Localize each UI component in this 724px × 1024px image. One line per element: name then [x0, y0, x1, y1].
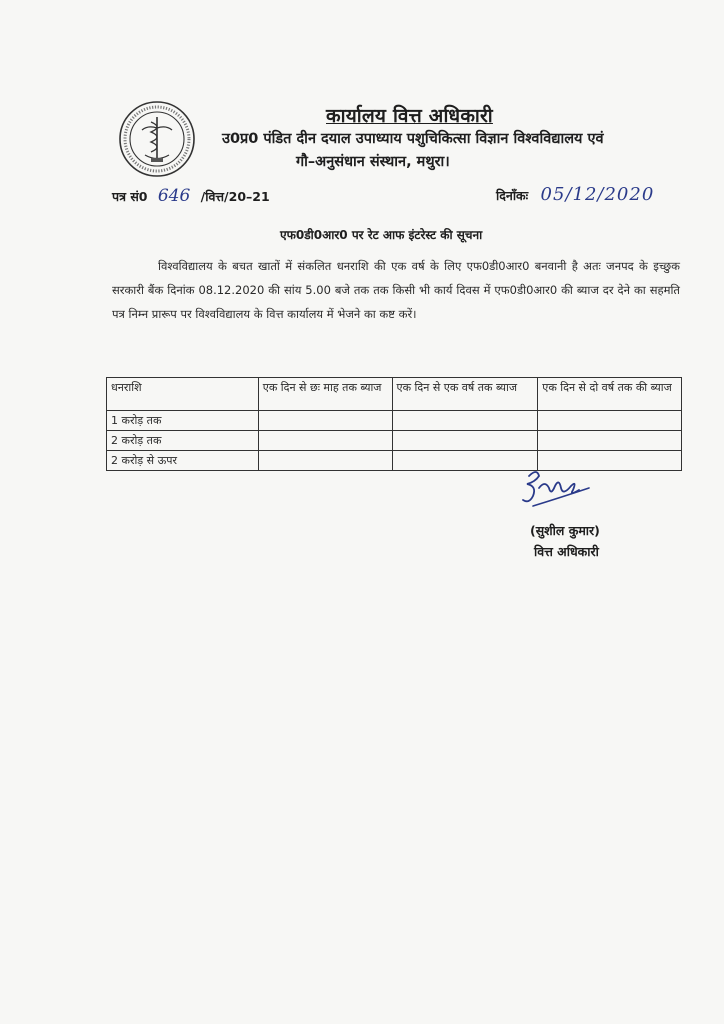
- office-title: कार्यालय वित्त अधिकारी: [326, 105, 493, 127]
- column-header-one-year: एक दिन से एक वर्ष तक ब्याज: [392, 378, 538, 411]
- signatory-name: (सुशील कुमार): [530, 523, 600, 538]
- column-header-amount: धनराशि: [107, 378, 259, 411]
- table-row: [107, 411, 682, 431]
- table-row: [107, 431, 682, 451]
- amount-cell: 2 करोड़ तक: [107, 431, 259, 451]
- university-name-line1: उ0प्र0 पंडित दीन दयाल उपाध्याय पशुचिकित्सा विज्ञान विश्वविद्यालय एवं: [222, 131, 604, 147]
- rate-cell: [258, 451, 392, 471]
- signature-mark: [515, 466, 595, 512]
- reference-suffix: /वित्त/20–21: [200, 189, 270, 204]
- letter-date: [496, 184, 654, 205]
- column-header-six-months: एक दिन से छः माह तक ब्याज: [258, 378, 392, 411]
- rate-cell: [258, 411, 392, 431]
- university-name-line2: गौ–अनुसंधान संस्थान, मथुरा।: [296, 154, 450, 170]
- reference-handwritten-number: 646: [157, 186, 191, 206]
- university-seal-icon: [118, 100, 196, 178]
- amount-cell: 1 करोड़ तक: [107, 411, 259, 431]
- rate-cell: [258, 431, 392, 451]
- rate-cell: [538, 411, 682, 431]
- body-paragraph: विश्वविद्यालय के बचत खातों में संकलित धनराशि की एक वर्ष के लिए एफ0डी0आर0 बनवानी है अतः जनपद के इच्छुक सरकारी बैंक दिनांक 08.12.2020 की सांय 5.00 बजे तक तक किसी भी कार्य दिवस में एफ0डी0आर0 की ब्याज दर देने का सहमति पत्र निम्न प्रारूप पर विश्वविद्यालय के वित्त कार्यालय में भेजने का कष्ट करें।: [112, 259, 680, 321]
- subject-line: एफ0डी0आर0 पर रेट आफ इंटरेस्ट की सूचना: [280, 228, 483, 242]
- rate-cell: [538, 431, 682, 451]
- rate-cell: [392, 431, 538, 451]
- date-label: दिनॉंकः: [496, 188, 529, 203]
- table-header-row: [107, 378, 682, 411]
- interest-rate-table: [106, 377, 682, 471]
- column-header-two-years: एक दिन से दो वर्ष तक की ब्याज: [538, 378, 682, 411]
- amount-cell: 2 करोड़ से ऊपर: [107, 451, 259, 471]
- reference-number: [112, 186, 270, 206]
- signatory-designation: वित्त अधिकारी: [534, 544, 599, 559]
- table-row: [107, 451, 682, 471]
- rate-cell: [392, 411, 538, 431]
- reference-label: पत्र सं0: [112, 189, 148, 204]
- handwritten-date: 05/12/2020: [540, 184, 655, 205]
